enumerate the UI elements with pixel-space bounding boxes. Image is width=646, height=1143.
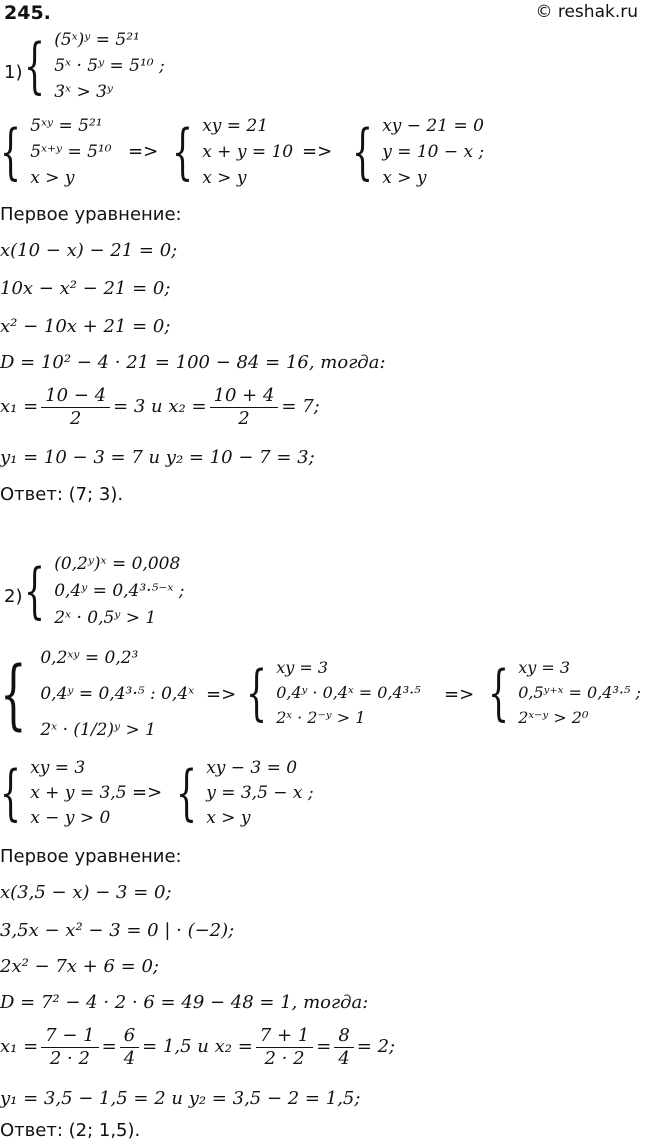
sys-line: x + y = 3,5	[30, 783, 127, 803]
sys-line: 5ˣʸ = 5²¹	[30, 116, 103, 136]
equation-line: 3,5x − x² − 3 = 0 | · (−2);	[0, 920, 235, 941]
numerator: 10 + 4	[210, 385, 279, 408]
roots-line	[0, 1022, 395, 1072]
equation-line: x² − 10x + 21 = 0;	[0, 316, 171, 337]
section-heading: Первое уравнение:	[0, 846, 182, 867]
denominator: 2 · 2	[49, 1047, 90, 1069]
sys-line: 3ˣ > 3ʸ	[54, 82, 113, 102]
sys-line: (0,2ʸ)ˣ = 0,008	[54, 554, 181, 574]
part2-system-4	[488, 658, 641, 728]
sys-line: 2ˣ · 2⁻ʸ > 1	[276, 708, 366, 727]
brace-icon: {	[172, 117, 194, 187]
root-value: = 3 и x₂ =	[113, 396, 207, 417]
part1-system-1	[24, 30, 165, 102]
brace-icon: {	[0, 117, 22, 187]
part2-system-2	[0, 648, 194, 740]
sys-line: xy − 21 = 0	[382, 116, 484, 136]
brace-icon: {	[352, 117, 374, 187]
numerator: 6	[120, 1025, 139, 1048]
sys-line: x > y	[30, 168, 75, 188]
sys-line: xy = 3	[30, 758, 86, 778]
brace-icon: {	[24, 556, 46, 626]
numerator: 8	[334, 1025, 353, 1048]
sys-line: x > y	[206, 808, 251, 828]
implies-arrow: =>	[302, 141, 333, 162]
fraction	[210, 385, 279, 430]
discriminant-line: D = 7² − 4 · 2 · 6 = 49 − 48 = 1, тогда:	[0, 992, 369, 1013]
discriminant-line: D = 10² − 4 · 21 = 100 − 84 = 16, тогда:	[0, 352, 386, 373]
denominator: 4	[338, 1047, 350, 1069]
fraction	[41, 1025, 98, 1070]
sys-line: x + y = 10	[202, 142, 294, 162]
sys-line: 0,4ʸ · 0,4ˣ = 0,4³·⁵	[276, 683, 421, 702]
brace-icon: {	[176, 758, 198, 828]
denominator: 4	[123, 1047, 136, 1069]
brace-icon: {	[0, 758, 22, 828]
fraction	[334, 1025, 353, 1070]
root-value: = 2;	[356, 1036, 396, 1057]
equation-line: 10x − x² − 21 = 0;	[0, 278, 171, 299]
sys-line: 0,2ˣʸ = 0,2³	[40, 648, 139, 668]
sys-line: xy = 3	[276, 658, 329, 677]
sys-line: 5ˣ⁺ʸ = 5¹⁰	[30, 142, 112, 162]
sys-line: 0,4ʸ = 0,4³·⁵⁻ˣ ;	[54, 581, 185, 601]
equals-sign: =	[316, 1036, 332, 1057]
roots-line	[0, 382, 320, 432]
sys-line: 2ˣ · (1/2)ʸ > 1	[40, 720, 156, 740]
part2-label: 2)	[4, 586, 23, 607]
sys-line: 0,4ʸ = 0,4³·⁵ : 0,4ˣ	[40, 684, 195, 704]
equation-line: x(3,5 − x) − 3 = 0;	[0, 882, 172, 903]
part2-system-5	[0, 758, 127, 828]
implies-arrow: =>	[206, 684, 237, 705]
numerator: 10 − 4	[41, 385, 110, 408]
brace-icon: {	[0, 649, 27, 738]
part1-system-3	[172, 116, 293, 188]
numerator: 7 − 1	[41, 1025, 98, 1048]
sys-line: 2ˣ⁻ʸ > 2⁰	[518, 708, 589, 727]
root-value: = 1,5 и x₂ =	[142, 1036, 253, 1057]
sys-line: y = 3,5 − x ;	[206, 783, 314, 803]
implies-arrow: =>	[444, 684, 475, 705]
y-values-line: y₁ = 3,5 − 1,5 = 2 и y₂ = 3,5 − 2 = 1,5;	[0, 1088, 361, 1109]
brace-icon: {	[246, 658, 268, 728]
part1-label: 1)	[4, 62, 23, 83]
sys-line: x − y > 0	[30, 808, 111, 828]
site-watermark-text: © reshak.ru	[535, 2, 638, 22]
root-value: = 7;	[281, 396, 320, 417]
part2-system-3	[246, 658, 421, 728]
denominator: 2	[238, 407, 250, 429]
sys-line: xy = 3	[518, 658, 571, 677]
sys-line: 5ˣ · 5ʸ = 5¹⁰ ;	[54, 56, 165, 76]
equation-line: 2x² − 7x + 6 = 0;	[0, 956, 159, 977]
problem-number: 245.	[4, 2, 51, 24]
denominator: 2 · 2	[264, 1047, 305, 1069]
root-label: x₁ =	[0, 396, 39, 417]
part2-system-1	[24, 554, 185, 628]
denominator: 2	[69, 407, 82, 429]
implies-arrow: =>	[128, 141, 159, 162]
sys-line: xy = 21	[202, 116, 269, 136]
sys-line: x > y	[202, 168, 247, 188]
fraction	[120, 1025, 139, 1070]
brace-icon: {	[488, 658, 510, 728]
answer-line: Ответ: (2; 1,5).	[0, 1120, 141, 1141]
brace-icon: {	[24, 31, 46, 101]
equation-line: x(10 − x) − 21 = 0;	[0, 240, 178, 261]
sys-line: (5ˣ)ʸ = 5²¹	[54, 30, 140, 50]
y-values-line: y₁ = 10 − 3 = 7 и y₂ = 10 − 7 = 3;	[0, 447, 315, 468]
sys-line: y = 10 − x ;	[382, 142, 485, 162]
sys-line: x > y	[382, 168, 427, 188]
equals-sign: =	[101, 1036, 117, 1057]
section-heading: Первое уравнение:	[0, 204, 182, 225]
implies-arrow: =>	[132, 782, 163, 803]
part1-system-4	[352, 116, 484, 188]
fraction	[256, 1025, 313, 1070]
sys-line: xy − 3 = 0	[206, 758, 298, 778]
part1-system-2	[0, 116, 112, 188]
part2-system-6	[176, 758, 314, 828]
fraction	[41, 385, 110, 430]
sys-line: 2ˣ · 0,5ʸ > 1	[54, 608, 157, 628]
answer-line: Ответ: (7; 3).	[0, 484, 124, 505]
numerator: 7 + 1	[256, 1025, 313, 1048]
sys-line: 0,5ʸ⁺ˣ = 0,4³·⁵ ;	[518, 683, 641, 702]
root-label: x₁ =	[0, 1036, 39, 1057]
